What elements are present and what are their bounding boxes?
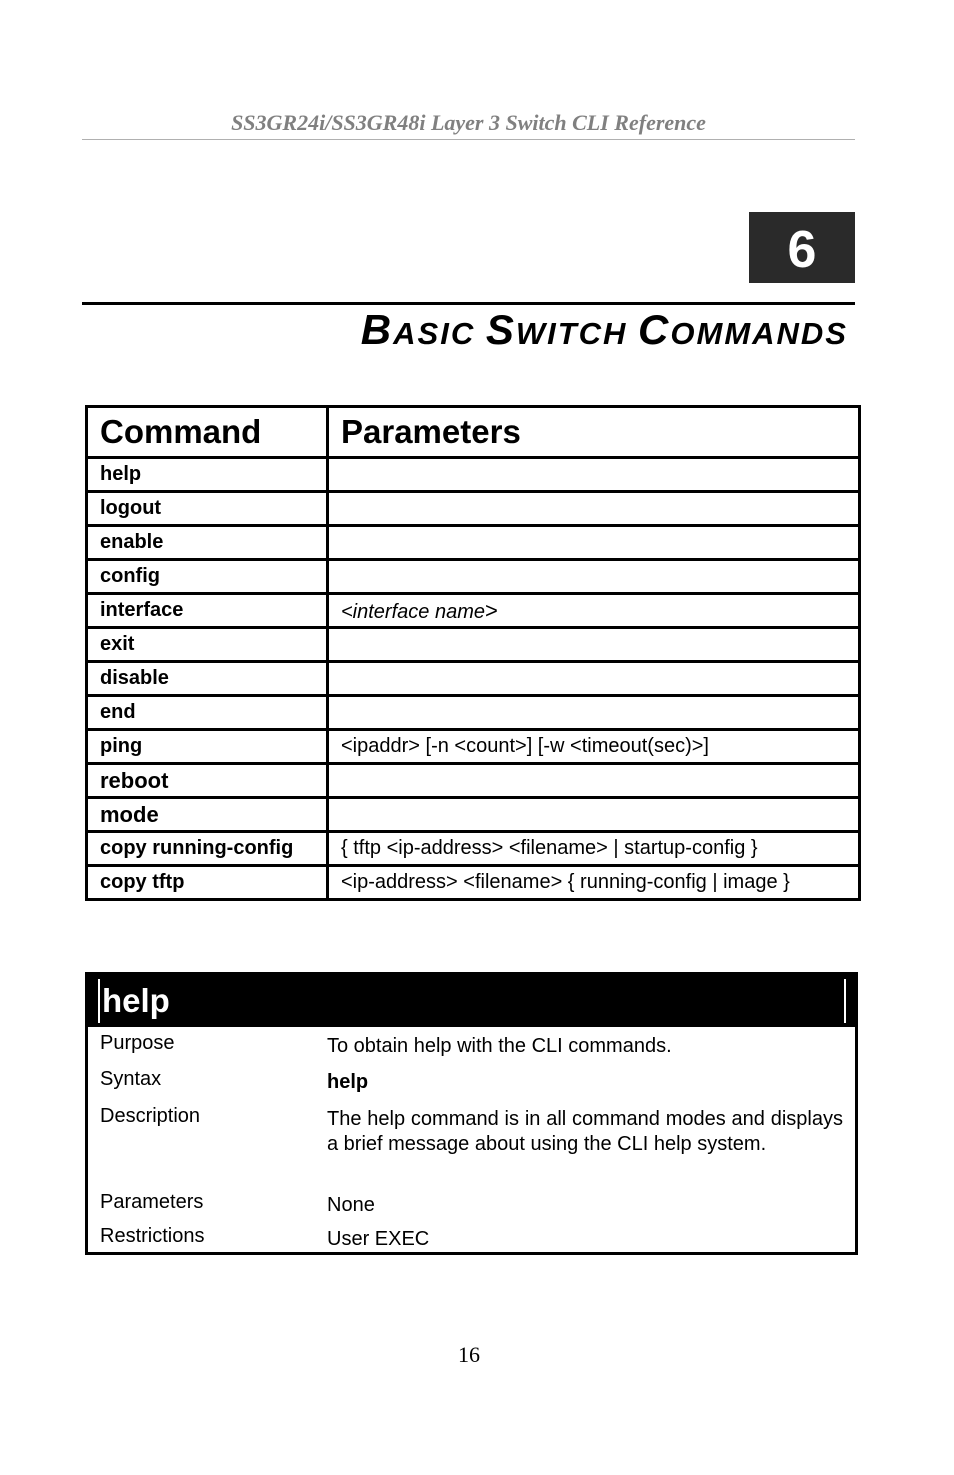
parameters-cell — [328, 458, 860, 492]
chapter-rule — [82, 302, 855, 305]
purpose-label: Purpose — [100, 1032, 175, 1054]
chapter-title-rest-1: ASIC — [393, 316, 486, 351]
parameters-cell — [328, 798, 860, 832]
help-title: help — [102, 982, 170, 1019]
parameters-header: Parameters — [328, 407, 860, 458]
table-row — [87, 730, 860, 764]
parameters-cell — [328, 526, 860, 560]
help-title-frame — [98, 979, 846, 1023]
command-cell: reboot — [87, 764, 328, 798]
purpose-value: To obtain help with the CLI commands. — [327, 1035, 672, 1057]
parameters-cell — [328, 594, 860, 628]
table-row — [87, 560, 860, 594]
parameters-cell — [328, 492, 860, 526]
header-rule — [82, 139, 855, 140]
chapter-title-rest-3: OMMANDS — [670, 316, 848, 351]
parameters-cell — [328, 628, 860, 662]
table-row — [87, 866, 860, 900]
chapter-title — [361, 306, 848, 354]
table-row — [87, 628, 860, 662]
parameters-cell — [328, 662, 860, 696]
chapter-title-rest-2: WITCH — [515, 316, 639, 351]
table-row — [87, 526, 860, 560]
restrictions-label: Restrictions — [100, 1225, 205, 1247]
parameters-cell — [328, 560, 860, 594]
chapter-title-initial-3: C — [638, 306, 671, 353]
syntax-value: help — [327, 1071, 369, 1093]
table-row — [87, 662, 860, 696]
description-label: Description — [100, 1105, 201, 1127]
command-cell: help — [87, 458, 328, 492]
command-table-header-row — [87, 407, 860, 458]
help-command-box — [85, 972, 858, 1255]
help-title-bar — [88, 975, 855, 1027]
table-row — [87, 764, 860, 798]
command-cell: exit — [87, 628, 328, 662]
command-cell: copy tftp — [87, 866, 328, 900]
command-header: Command — [87, 407, 328, 458]
table-row — [87, 458, 860, 492]
command-cell: copy running-config — [87, 832, 328, 866]
page-number: 16 — [458, 1342, 480, 1367]
description-value: The help command is in all command modes and displays a brief message about using the CLI help system. — [327, 1108, 843, 1155]
command-cell: logout — [87, 492, 328, 526]
command-table — [85, 405, 861, 901]
command-cell: enable — [87, 526, 328, 560]
table-row — [87, 696, 860, 730]
table-row — [87, 798, 860, 832]
parameters-text: <interface name — [341, 600, 485, 623]
parameters-cell: <ip-address> <filename> { running-config | image } — [328, 866, 860, 900]
parameters-value: None — [327, 1194, 375, 1216]
restrictions-value: User EXEC — [327, 1228, 430, 1250]
table-row — [87, 492, 860, 526]
parameters-suffix: > — [484, 597, 498, 623]
command-cell: mode — [87, 798, 328, 832]
command-cell: config — [87, 560, 328, 594]
running-header: SS3GR24i/SS3GR48i Layer 3 Switch CLI Reference — [231, 110, 706, 135]
command-cell: disable — [87, 662, 328, 696]
command-cell: interface — [87, 594, 328, 628]
chapter-number-box: 6 — [749, 212, 855, 283]
chapter-title-initial-1: B — [360, 306, 394, 353]
syntax-label: Syntax — [100, 1068, 162, 1090]
parameters-cell: { tftp <ip-address> <filename> | startup-config } — [328, 832, 860, 866]
parameters-cell — [328, 696, 860, 730]
parameters-label: Parameters — [100, 1191, 204, 1213]
command-cell: end — [87, 696, 328, 730]
command-cell: ping — [87, 730, 328, 764]
parameters-cell — [328, 764, 860, 798]
chapter-title-initial-2: S — [485, 306, 516, 353]
parameters-cell: <ipaddr> [-n <count>] [-w <timeout(sec)>] — [328, 730, 860, 764]
table-row — [87, 832, 860, 866]
table-row — [87, 594, 860, 628]
